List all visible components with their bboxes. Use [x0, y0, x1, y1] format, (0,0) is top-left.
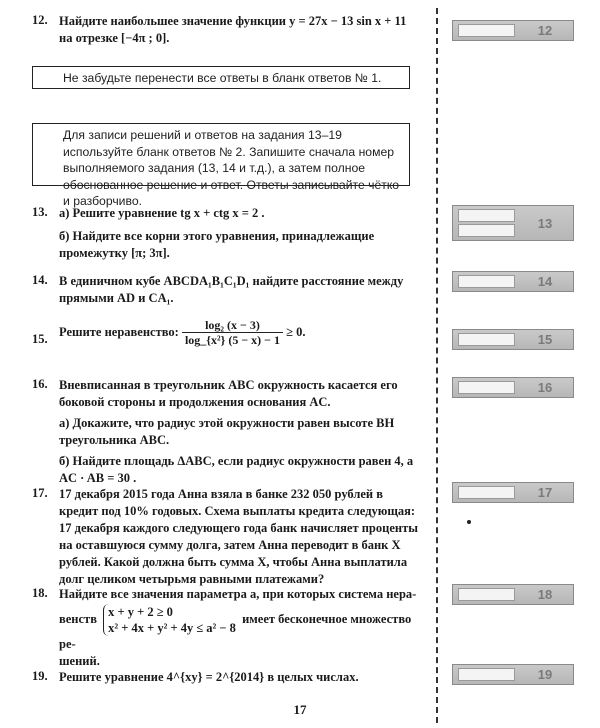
task-13-content — [59, 205, 419, 262]
answer-field[interactable] — [458, 668, 515, 681]
answer-box-15[interactable] — [452, 329, 574, 350]
answer-field[interactable] — [458, 381, 515, 394]
task-15-number: 15. — [32, 332, 48, 346]
task-12-text: Найдите наибольшее значение функции y = 27x − 13 sin x + 11 на отрезке [−4π ; 0]. — [59, 14, 407, 45]
task-19-prefix: Решите уравнение — [59, 670, 164, 684]
answer-box-label: 19 — [537, 667, 553, 682]
task-18-number: 18. — [32, 586, 48, 600]
task-15-denominator: log_{x²} (5 − x) − 1 — [184, 333, 280, 347]
task-13-part-b: б) Найдите все корни этого уравнения, принадлежащие промежутку [π; 3π]. — [59, 229, 375, 260]
page-number: 17 — [293, 702, 307, 717]
task-12-number: 12. — [32, 13, 48, 27]
answer-box-label: 17 — [537, 485, 553, 500]
task-18-line1: Найдите все значения параметра a, при которых система нера- — [59, 587, 417, 601]
answer-box-13[interactable] — [452, 205, 574, 241]
task-16-content — [59, 377, 419, 487]
task-16-number: 16. — [32, 377, 48, 391]
task-19-content — [59, 669, 419, 686]
answer-field[interactable] — [458, 333, 515, 346]
answer-box-label: 14 — [537, 274, 553, 289]
task-17-text: 17 декабря 2015 года Анна взяла в банке 232 050 рублей в кредит под 10% годовых. Схема выплаты кредита следующая: 17 декабря каждого следующего года банк начисляет проценты на оставшуюся сумму долга, затем Анна переводит в банк X рублей. Какой должна быть сумма X, чтобы Анна выплатила долг целиком четырьмя равными платежами? — [59, 487, 418, 586]
stray-dot-mark — [467, 520, 471, 524]
task-15-numerator: log₂ (x − 3) — [182, 318, 283, 333]
task-13-number: 13. — [32, 205, 48, 219]
task-16-part-a: а) Докажите, что радиус этой окружности равен высоте BH треугольника ABC. — [59, 416, 395, 447]
answer-box-16[interactable] — [452, 377, 574, 398]
task-16-text: Вневписанная в треугольник ABC окружность касается его боковой стороны и продолжения основания AC. — [59, 378, 398, 409]
task-18-system — [103, 604, 236, 636]
task-16-part-b: б) Найдите площадь ΔABC, если радиус окружности равен 4, а AC · AB = 30 . — [59, 454, 414, 485]
task-18-line3: шений. — [59, 654, 100, 668]
task-15-suffix: ≥ 0. — [286, 324, 306, 339]
task-17-number: 17. — [32, 486, 48, 500]
answer-box-14[interactable] — [452, 271, 574, 292]
answer-box-label: 16 — [537, 380, 553, 395]
task-18-suffix: имеет бесконечное множество ре- — [59, 611, 412, 651]
notice-transfer-answers: Не забудьте перенести все ответы в бланк ответов № 1. — [32, 66, 410, 89]
answer-box-label: 12 — [537, 23, 553, 38]
answer-field[interactable] — [458, 486, 515, 499]
answer-field[interactable] — [458, 24, 515, 37]
task-18-eq1: x + y + 2 ≥ 0 — [108, 605, 173, 619]
answer-field[interactable] — [458, 224, 515, 237]
task-19-number: 19. — [32, 669, 48, 683]
task-13-part-a: а) Решите уравнение tg x + ctg x = 2 . — [59, 206, 265, 220]
task-15-prefix: Решите неравенство: — [59, 324, 179, 339]
task-14-text: В единичном кубе ABCDA₁B₁C₁D₁ найдите расстояние между прямыми AD и CA₁. — [59, 274, 404, 305]
answer-box-label: 15 — [537, 332, 553, 347]
answer-box-18[interactable] — [452, 584, 574, 605]
answer-box-19[interactable] — [452, 664, 574, 685]
task-19-suffix: в целых числах. — [267, 670, 359, 684]
answer-field[interactable] — [458, 275, 515, 288]
task-18-eq2: x² + 4x + y² + 4y ≤ a² − 8 — [108, 621, 236, 635]
answer-box-12[interactable] — [452, 20, 574, 41]
answer-box-17[interactable] — [452, 482, 574, 503]
task-15-content — [59, 318, 419, 348]
answer-field[interactable] — [458, 588, 515, 601]
notice-instructions: Для записи решений и ответов на задания 13–19 используйте бланк ответов № 2. Запишите сначала номер выполняемого задания (13, 14 и т.д.), а затем полное обоснованное решение и ответ. Ответы записывайте чётко и разборчиво. — [32, 123, 410, 186]
cut-line-divider — [436, 8, 438, 723]
task-19-equation: 4^{xy} = 2^{2014} — [166, 670, 265, 684]
answer-field[interactable] — [458, 209, 515, 222]
answer-box-label: 13 — [537, 216, 553, 231]
task-14-number: 14. — [32, 273, 48, 287]
task-18-prefix: венств — [59, 611, 97, 626]
task-18-content — [59, 586, 419, 670]
task-15-fraction — [182, 318, 283, 348]
answer-box-label: 18 — [537, 587, 553, 602]
